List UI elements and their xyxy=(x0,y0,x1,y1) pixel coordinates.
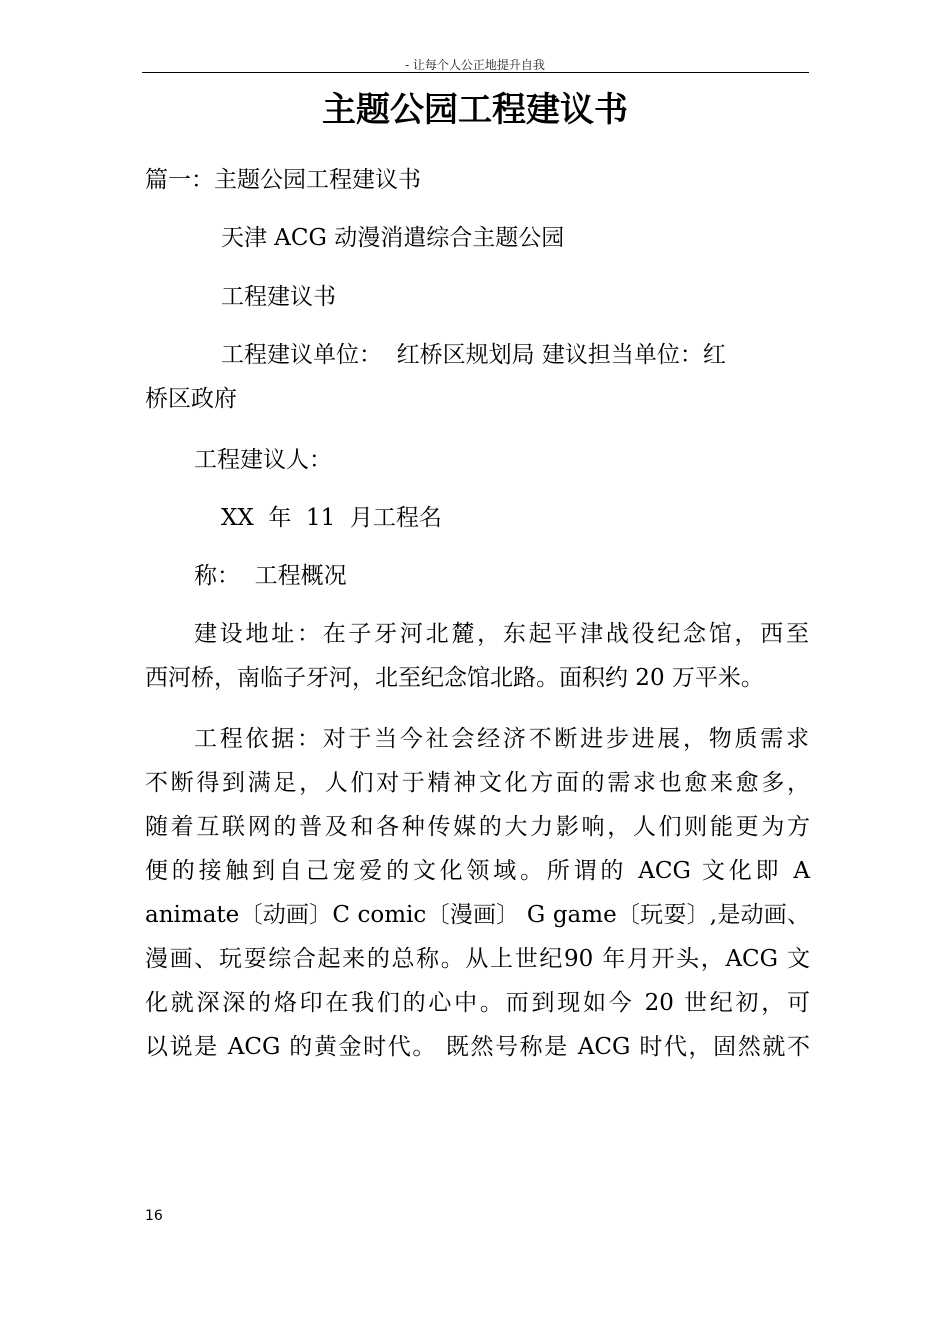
proposing-unit-line: 工程建议单位： 红桥区规划局 建议担当单位：红 xyxy=(221,342,726,368)
page-number: 16 xyxy=(145,1208,163,1224)
address-line-1: 建设地址：在子牙河北麓，东起平津战役纪念馆，西至 xyxy=(194,621,809,647)
basis-line-7: 化就深深的烙印在我们的心中。而到现如今 20 世纪初，可 xyxy=(145,990,810,1016)
basis-line-6: 漫画、玩耍综合起来的总称。从上世纪90 年月开头，ACG 文 xyxy=(145,946,810,972)
date-line: XX 年 11 月工程名 xyxy=(221,505,442,531)
header-text: - 让每个人公正地提升自我 xyxy=(405,58,545,72)
proposing-unit-line-cont: 桥区政府 xyxy=(145,386,237,412)
basis-line-3: 随着互联网的普及和各种传媒的大力影响，人们则能更为方 xyxy=(145,814,810,840)
doc-type-line: 工程建议书 xyxy=(221,284,336,310)
basis-line-1: 工程依据：对于当今社会经济不断进步进展，物质需求 xyxy=(194,726,809,752)
document-title: 主题公园工程建议书 xyxy=(322,90,628,130)
overview-line: 称： 工程概况 xyxy=(194,563,347,589)
address-line-2: 西河桥，南临子牙河，北至纪念馆北路。面积约 20 万平米。 xyxy=(145,665,764,691)
park-name-line: 天津 ACG 动漫消遣综合主题公园 xyxy=(221,225,565,251)
basis-line-8: 以说是 ACG 的黄金时代。 既然号称是 ACG 时代，固然就不 xyxy=(145,1034,810,1060)
header-rule xyxy=(142,72,809,73)
basis-line-5: animate〔动画〕C comic〔漫画〕 G game〔玩耍〕,是动画、 xyxy=(145,902,810,928)
basis-line-4: 便的接触到自己宠爱的文化领域。所谓的 ACG 文化即 A xyxy=(145,858,810,884)
section-heading: 篇一：主题公园工程建议书 xyxy=(145,167,421,193)
proposer-line: 工程建议人： xyxy=(194,447,332,473)
basis-line-2: 不断得到满足，人们对于精神文化方面的需求也愈来愈多， xyxy=(145,770,810,796)
